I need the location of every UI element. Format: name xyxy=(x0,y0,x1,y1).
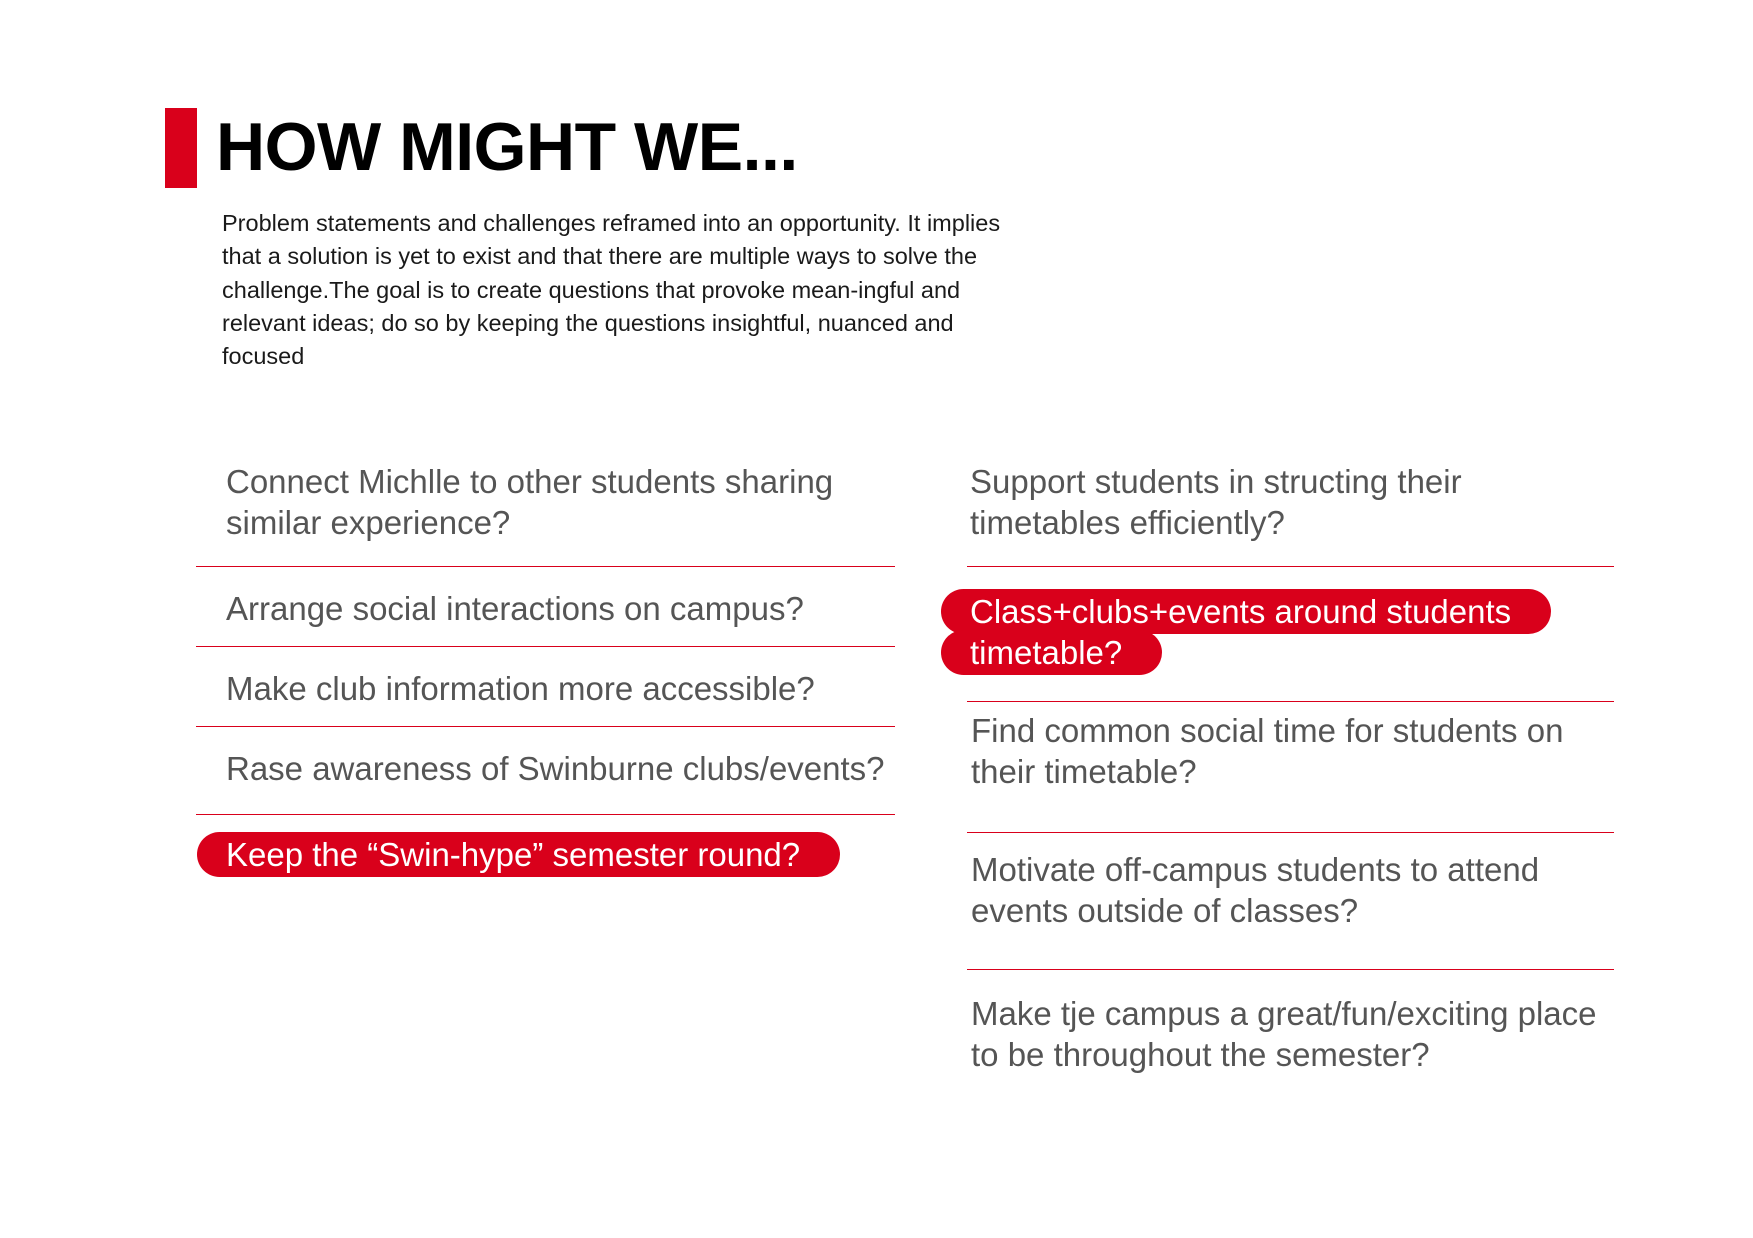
list-item xyxy=(196,647,895,727)
question-text: Motivate off-campus students to attend events outside of classes? xyxy=(971,851,1540,929)
title-accent-bar xyxy=(165,108,197,188)
question-text: Support students in structing their timetables efficiently? xyxy=(970,463,1462,541)
question-text: Make tje campus a great/fun/exciting place to be throughout the semester? xyxy=(971,995,1597,1073)
list-item xyxy=(967,970,1614,1075)
left-question-list xyxy=(196,458,895,875)
right-question-list xyxy=(967,458,1614,1075)
question-text: Rase awareness of Swinburne clubs/events? xyxy=(226,750,885,787)
question-text: Find common social time for students on their timetable? xyxy=(971,712,1564,790)
page-title: HOW MIGHT WE... xyxy=(216,109,798,185)
list-item xyxy=(967,458,1614,567)
question-text: Connect Michlle to other students sharing similar experience? xyxy=(226,463,834,541)
list-item xyxy=(196,458,895,567)
list-item xyxy=(196,567,895,647)
highlighted-list-item xyxy=(196,815,895,875)
list-item xyxy=(196,727,895,815)
question-text: Arrange social interactions on campus? xyxy=(226,590,804,627)
question-text: Make club information more accessible? xyxy=(226,670,815,707)
highlighted-question-text: Keep the “Swin-hype” semester round? xyxy=(197,832,840,877)
highlighted-question-text: Class+clubs+events around students timetable? xyxy=(941,589,1551,675)
list-item xyxy=(967,702,1614,833)
list-item xyxy=(967,833,1614,970)
highlighted-list-item xyxy=(967,567,1614,702)
intro-paragraph: Problem statements and challenges reframed into an opportunity. It implies that a solution is yet to exist and that there are multiple ways to solve the challenge.The goal is to create questions that provoke mean-ingful and relevant ideas; do so by keeping the questions insightful, nuanced and focused xyxy=(222,210,1001,370)
